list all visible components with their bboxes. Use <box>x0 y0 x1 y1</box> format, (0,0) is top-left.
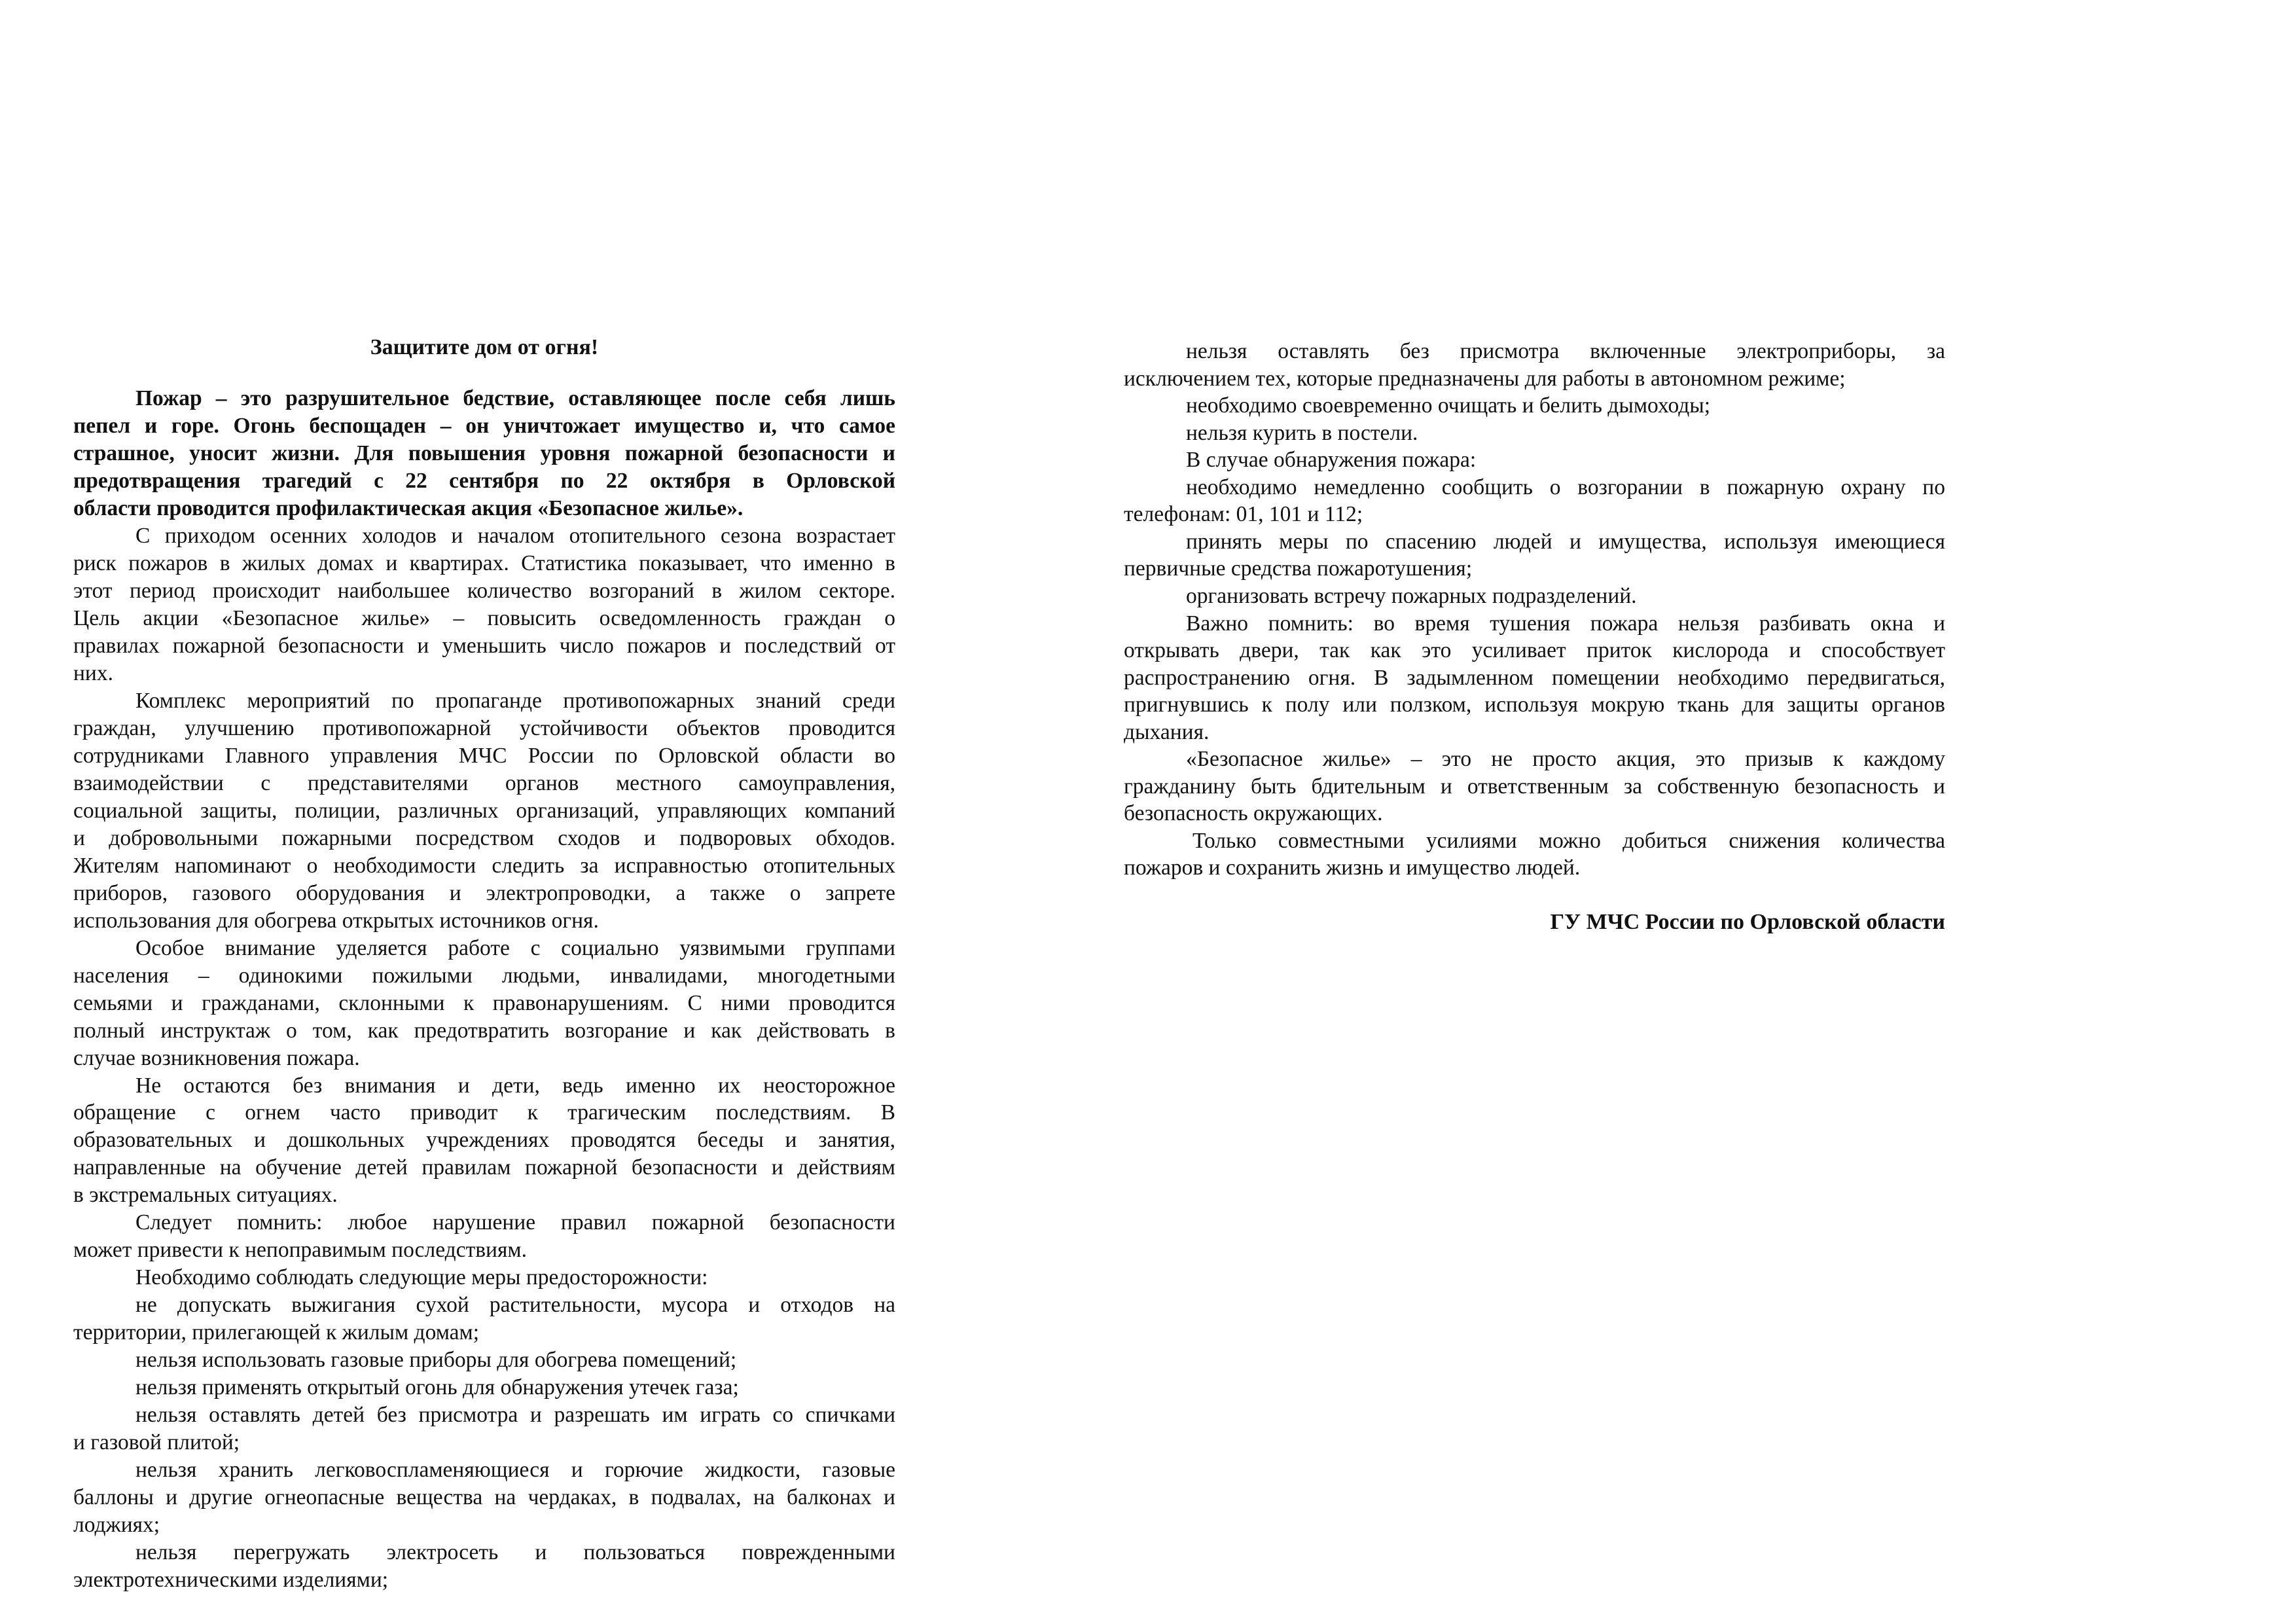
text-line: Комплекс мероприятий по пропаганде противопожарных знаний среди <box>135 688 895 713</box>
text-line: нельзя перегружать электросеть и пользоваться поврежденными <box>135 1540 895 1565</box>
text-line: случае возникновения пожара. <box>73 1045 360 1070</box>
text-line: граждан, улучшению противопожарной устойчивости объектов проводится <box>73 715 895 740</box>
text-line: использования для обогрева открытых источников огня. <box>73 908 599 933</box>
text-line: образовательных и дошкольных учреждениях проводятся беседы и занятия, <box>73 1128 895 1153</box>
text-line: полный инструктаж о том, как предотвратить возгорание и как действовать в <box>73 1018 895 1043</box>
text-line: нельзя оставлять без присмотра включенные электроприборы, за <box>1186 339 1945 363</box>
text-line: первичные средства пожаротушения; <box>1124 556 1473 581</box>
text-line: пригнувшись к полу или ползком, используя мокрую ткань для защиты органов <box>1124 693 1945 717</box>
text-line: дыхания. <box>1124 719 1210 744</box>
text-line: социальной защиты, полиции, различных организаций, управляющих компаний <box>73 798 895 823</box>
text-line: не допускать выжигания сухой растительности, мусора и отходов на <box>135 1293 895 1318</box>
text-line: баллоны и другие огнеопасные вещества на чердаках, в подвалах, на балконах и <box>73 1485 895 1510</box>
signature: ГУ МЧС России по Орловской области <box>1550 910 1945 935</box>
text-line: правилах пожарной безопасности и уменьшить число пожаров и последствий от <box>73 633 895 658</box>
text-line: В случае обнаружения пожара: <box>1186 448 1477 473</box>
text-line: и газовой плитой; <box>73 1430 240 1455</box>
text-line: Особое внимание уделяется работе с социально уязвимыми группами <box>135 935 895 960</box>
text-line: нельзя хранить легковоспламеняющиеся и горючие жидкости, газовые <box>135 1458 895 1483</box>
text-line: Необходимо соблюдать следующие меры предосторожности: <box>135 1265 708 1290</box>
text-line: направленные на обучение детей правилам пожарной безопасности и действиям <box>73 1155 895 1180</box>
text-line: страшное, уносит жизни. Для повышения уровня пожарной безопасности и <box>73 441 895 465</box>
text-line: этот период происходит наибольшее количество возгораний в жилом секторе. <box>73 578 895 603</box>
text-line: нельзя оставлять детей без присмотра и разрешать им играть со спичками <box>135 1403 895 1428</box>
text-line: организовать встречу пожарных подразделений. <box>1186 583 1637 608</box>
text-line: нельзя применять открытый огонь для обнаружения утечек газа; <box>135 1375 739 1400</box>
text-line: в экстремальных ситуациях. <box>73 1183 338 1208</box>
text-line: Не остаются без внимания и дети, ведь именно их неосторожное <box>135 1073 895 1098</box>
text-line: территории, прилегающей к жилым домам; <box>73 1320 480 1345</box>
text-line: взаимодействии с представителями органов местного самоуправления, <box>73 770 895 795</box>
text-line: «Безопасное жилье» – это не просто акция, это призыв к каждому <box>1186 747 1945 772</box>
text-line: предотвращения трагедий с 22 сентября по 22 октября в Орловской <box>73 468 895 493</box>
text-line: обращение с огнем часто приводит к трагическим последствиям. В <box>73 1100 895 1125</box>
text-line: необходимо немедленно сообщить о возгорании в пожарную охрану по <box>1186 475 1945 499</box>
text-line: семьями и гражданами, склонными к правонарушениям. С ними проводится <box>73 990 895 1015</box>
text-line: исключением тех, которые предназначены для работы в автономном режиме; <box>1124 366 1846 391</box>
text-line: Только совместными усилиями можно добиться снижения количества <box>1193 828 1945 853</box>
text-line: принять меры по спасению людей и имущества, используя имеющиеся <box>1186 529 1945 554</box>
text-line: безопасность окружающих. <box>1124 801 1383 826</box>
text-line: телефонам: 01, 101 и 112; <box>1124 502 1363 527</box>
text-line: электротехническими изделиями; <box>73 1568 389 1593</box>
document-title: Защитите дом от огня! <box>370 335 599 359</box>
text-line: лоджиях; <box>73 1513 160 1538</box>
text-line: Важно помнить: во время тушения пожара нельзя разбивать окна и <box>1186 611 1945 636</box>
text-line: области проводится профилактическая акция «Безопасное жилье». <box>73 496 744 520</box>
text-line: может привести к непоправимым последствиям. <box>73 1238 527 1263</box>
text-line: риск пожаров в жилых домах и квартирах. Статистика показывает, что именно в <box>73 550 895 575</box>
text-line: населения – одинокими пожилыми людьми, инвалидами, многодетными <box>73 963 895 988</box>
text-line: них. <box>73 660 113 685</box>
text-line: распространению огня. В задымленном помещении необходимо передвигаться, <box>1124 665 1945 690</box>
text-line: и добровольными пожарными посредством сходов и подворовых обходов. <box>73 825 895 850</box>
text-line: пожаров и сохранить жизнь и имущество людей. <box>1124 856 1581 880</box>
text-line: пепел и горе. Огонь беспощаден – он уничтожает имущество и, что самое <box>73 413 895 438</box>
text-line: открывать двери, так как это усиливает приток кислорода и способствует <box>1124 638 1945 663</box>
text-line: приборов, газового оборудования и электропроводки, а также о запрете <box>73 880 895 905</box>
text-line: Пожар – это разрушительное бедствие, оставляющее после себя лишь <box>135 386 895 410</box>
page-right <box>1124 0 2296 1624</box>
text-line: гражданину быть бдительным и ответственным за собственную безопасность и <box>1124 774 1945 799</box>
text-line: необходимо своевременно очищать и белить дымоходы; <box>1186 393 1711 418</box>
text-line: Цель акции «Безопасное жилье» – повысить осведомленность граждан о <box>73 605 895 630</box>
text-line: Жителям напоминают о необходимости следить за исправностью отопительных <box>73 853 895 878</box>
text-line: Следует помнить: любое нарушение правил пожарной безопасности <box>135 1210 895 1235</box>
text-line: сотрудниками Главного управления МЧС России по Орловской области во <box>73 743 895 768</box>
text-line: нельзя курить в постели. <box>1186 420 1418 445</box>
text-line: С приходом осенних холодов и началом отопительного сезона возрастает <box>135 523 895 548</box>
text-line: нельзя использовать газовые приборы для обогрева помещений; <box>135 1348 737 1373</box>
